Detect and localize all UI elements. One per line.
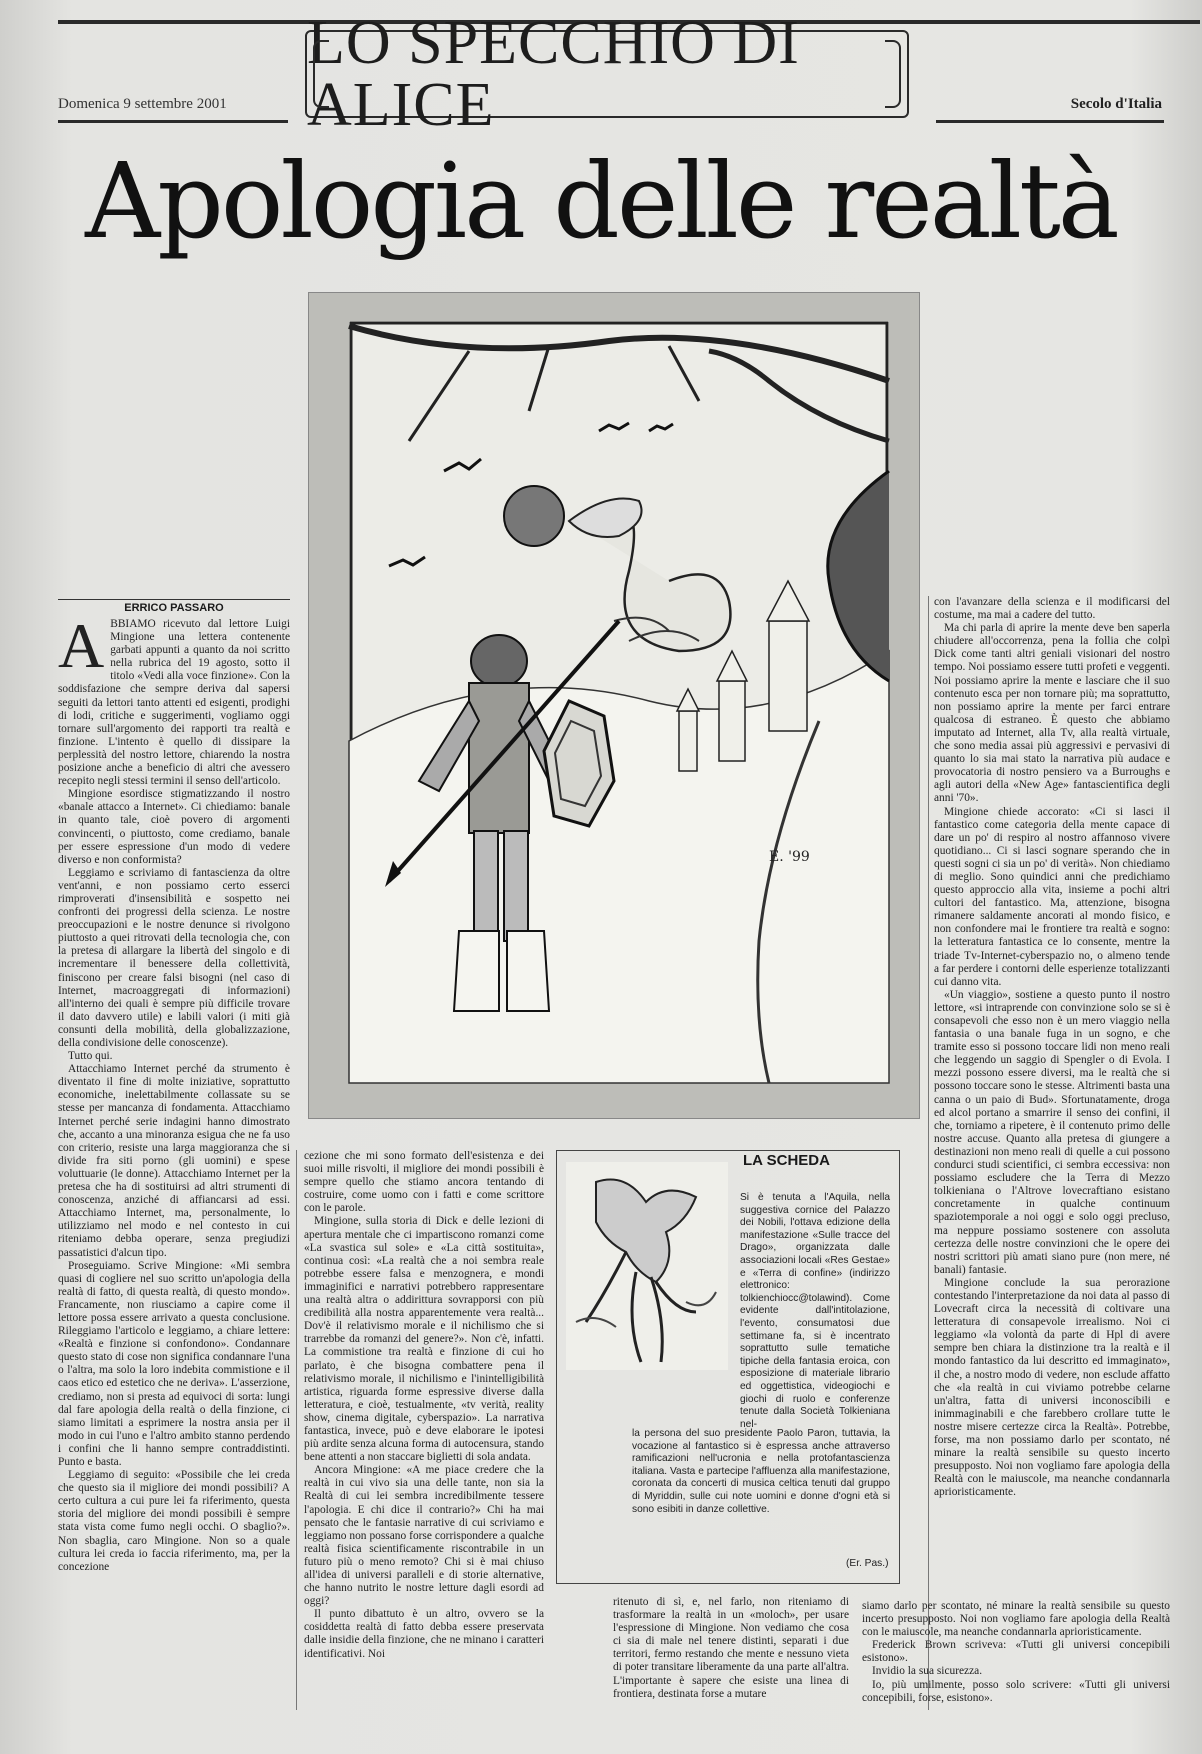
article-paragraph: con l'avanzare della scienza e il modificarsi del costume, ma mai a cadere del tutto. <box>934 596 1170 622</box>
article-paragraph: Leggiamo di seguito: «Possibile che lei creda che questo sia il migliore dei mondi possibili? A certo cultura a cui pure lei fa riferimento, questa storia del migliore dei mondi possibili è sempre stata vista come fumo negli occhi. O sbaglio?». Non sbaglia, caro Mingione. Non so a quale cultura lei creda io faccia riferimento, ma, per la concezione <box>58 1469 290 1573</box>
issue-date: Domenica 9 settembre 2001 <box>58 96 227 112</box>
article-paragraph: Leggiamo e scriviamo di fantascienza da oltre vent'anni, e non possiamo certo esserci rimproverati d'insensibilità e sospetto nei confronti dei progressi della scienza. Le nostre preoccupazioni e le nostre denunce si rivolgono piuttosto a quei ritrovati della tecnologia che, con la pretesa di allargare la libertà del singolo e di incrementare il benessere della collettività, finiscono per creare falsi bisogni (nel caso di Internet, macroaggregati di informazioni) all'interno dei quali è sempre più difficile trovare il dato davvero utile) e labili valori (i miti già consunti della mobilità, della globalizzazione, della condivisione delle conoscenze). <box>58 866 290 1049</box>
column-rule-3 <box>928 596 929 1710</box>
newspaper-name: Secolo d'Italia <box>1070 96 1162 112</box>
article-column-final <box>862 1600 1170 1710</box>
article-paragraph: Invidio la sua sicurezza. <box>872 1665 983 1678</box>
scheda-illustration <box>566 1162 728 1370</box>
header-rule-left <box>58 120 288 123</box>
scheda-signature: (Er. Pas.) <box>846 1558 889 1569</box>
article-paragraph: Mingione chiede accorato: «Ci si lasci il fantastico come categoria della mente capace di dare un po' di respiro al nostro affannoso vivere quotidiano... Ci si lasci sognare sperando che in questi sogni ci sia un po' di verità». Non chiediamo di meglio. Sono quindici anni che predichiamo questo approccio alla vita, insieme a pochi altri cultori del fantastico. Ma, attenzione, bisogna rimanere saldamente ancorati al mondo fisico, e non confondere mai le frontiere tra realtà e sogno: la letteratura fantastica ce lo consente, mentre la triade Tv-Internet-cyberspazio no, o almeno tende a far perdere i contorni delle esperienze totalizzanti cui danno vita. <box>934 805 1170 988</box>
article-paragraph: Il punto dibattuto è un altro, ovvero se la cosiddetta realtà di fatto debba essere preservata dalle insidie della finzione, che ne minano i caratteri identificativi. Noi <box>304 1608 544 1660</box>
article-paragraph: cezione che mi sono formato dell'esistenza e dei suoi mille risvolti, il migliore dei mondi possibili è sempre quello che stiamo ancora tentando di costruire, come uomo con i fatti e come scrittore con le parole. <box>304 1150 544 1215</box>
article-paragraph: ritenuto di sì, e, nel farlo, non riteniamo di trasformare la realtà in un «moloch», per usare l'espressione di Mingione. Non vediamo che cosa ci sia di male nel tenere distinti, separati i due territori, fermo restando che mente e nessuno vieta di poter transitare liberamente da una parte all'altra. L'importante è sapere che esiste una linea di frontiera, destinata forse a mutare <box>613 1596 849 1700</box>
column-rule-1 <box>296 1150 297 1710</box>
article-column-4 <box>934 596 1170 1596</box>
article-paragraph: Attacchiamo Internet perché da strumento è diventato il fine di molte iniziative, soprattutto economiche, inelettabilmente collassate su se stesse per mancanza di fondamenta. Attacchiamo Internet perché serie indagini hanno dimostrato che, accanto a una minoranza esigua che ne fa uso con criterio, resiste una larga maggioranza che si divide fra siti porno (gli uomini) e spese voluttuarie (le donne). Attacchiamo Internet per la pretesa che ha di sostituirsi ad altri strumenti di conoscenza, anziché di affiancarsi ad essi. Attacchiamo Internet, ma, personalmente, lo utilizziamo nel modo e nel contesto in cui riteniamo debba operare, senza pregiudizi passatistici d'alcun tipo. <box>58 1063 290 1259</box>
article-column-3 <box>613 1596 849 1710</box>
byline: ERRICO PASSARO <box>58 599 290 614</box>
article-paragraph: Ma chi parla di aprire la mente deve ben saperla chiudere all'occorrenza, pena la follia che colpì Dick come tanti altri geniali visionari del nostro tempo. Noi possiamo essere tutti profeti e veggenti. Noi possiamo aprire la mente e lasciare che il suo contenuto esca per non tornare più; ma soprattutto, non possiamo aprire la mente per farci entrare qualcosa di estraneo. È questo che abbiamo imputato ad Internet, alla Tv, alla realtà virtuale, che sono media assai più aggressivi e pervasivi di quanto lo sia mai stato la narrativa più audace e provocatoria di nostro pensiero va a Burroughs e agli autori della «New Age» fantascientifica degli anni '70». <box>934 622 1170 805</box>
article-paragraph: Ancora Mingione: «A me piace credere che la realtà in cui vivo sia una delle tante, non sia la Realtà di cui lei sembra incredibilmente tessere l'apologia. E chi dice il contrario?» Chi ha mai pensato che le fantasie narrative di cui scriviamo e leggiamo non possano forse corrispondere a qualche realtà fisica scientificamente riscontrabile in un futuro più o meno remoto? Chi si è mai chiuso all'idea di universi paralleli e di storie alternative, che hanno nutrito le nostre letture dagli esordi ad oggi? <box>304 1464 544 1608</box>
article-column-1 <box>58 610 290 1710</box>
masthead-title: LO SPECCHIO DI ALICE <box>307 9 800 139</box>
article-paragraph: Mingione, sulla storia di Dick e delle lezioni di apertura mentale che ci impartiscono romanzi come «La svastica sul sole» e «La città sostituita», continua così: «La realtà che a noi sembra reale potrebbe essere falsa e menzognera, e mondi immaginifici e narrativi potrebbero rappresentare una realtà altra o addirittura sovrapporsi con più credibilità alla nostra apparentemente vera realtà... Dov'è il relativismo morale e il nichilismo che si trarrebbe da romanzi del genere?». Non c'è, infatti. La commistione tra realtà e finzione di cui ho parlato, è che bisogna combattere pena il relativismo morale, il nichilismo e l'inintelligibilità artistica, riguarda forme espressive diverse dalla letteratura, e cioè, testualmente, «tv verità, reality show, cinema digitale, cyberspazio». La narrativa fantastica, invece, può e deve elaborare le ipotesi più ardite senza alcuna forma di autocensura, stando bene attenti a non staccare biglietti di sola andata. <box>304 1215 544 1464</box>
article-paragraph: ABBIAMO ricevuto dal lettore Luigi Mingione una lettera contenente garbati appunti a quanto da noi scritto nella rubrica del 19 agosto, sotto il titolo «Vedi alla voce finzione». Con la soddisfazione che sempre deriva dal sapersi seguiti da lettori tanto attenti ed esigenti, prodighi di lodi, critiche e suggerimenti, vogliamo oggi tornare sull'argomento dei rapporti tra realtà e finzione. L'intento è quello di dissipare la perplessità del nostro lettore, chiarendo la nostra posizione anche a beneficio di altri che avessero recepito negli stessi termini il senso dell'articolo. <box>58 610 290 788</box>
article-paragraph: Mingione conclude la sua perorazione contestando l'interpretazione da noi data al passo di Lovecraft circa la necessità di coltivare una letteratura di consapevole irrealismo. Noi ci leggiamo «la volontà da parte di Hpl di avere sempre ben chiara la distinzione tra la realtà e il mondo fantastico da lui descritto ed immaginato», il che, a nostro modo di vedere, non esclude affatto che «la realtà in cui viviamo potrebbe celarne un'altra, fatta di universi inconoscibili e inimmaginabili e che farebbero crollare tutte le nostre misere certezze circa la Realtà». Potrebbe, forse, ma non possiamo darlo per scontato, né minare la realtà sensibile su questo incerto presupposto. Noi non vogliamo fare apologia della Realtà con le maiuscole, ma neanche condannarla aprioristicamente. <box>934 1276 1170 1499</box>
drop-cap: A <box>58 610 105 681</box>
article-paragraph: Io, più umilmente, posso solo scrivere: «Tutti gli universi concepibili, forse, esistono». <box>862 1678 1170 1704</box>
scheda-title: LA SCHEDA <box>743 1152 830 1169</box>
illustration-signature: E. '99 <box>769 849 810 865</box>
masthead-frame <box>305 9 909 139</box>
article-paragraph: siamo darlo per scontato, né minare la realtà sensibile su questo incerto presupposto. Noi non vogliamo fare apologia della Realtà con le maiuscole, ma neanche condannarla aprioristicamente. <box>862 1600 1170 1639</box>
article-paragraph: Proseguiamo. Scrive Mingione: «Mi sembra quasi di cogliere nel suo scritto un'apologia della realtà di fatto, di questa realtà, di questo mondo». Francamente, non riusciamo a capire come il lettore possa essere arrivato a questa conclusione. Rileggiamo l'articolo e leggiamo, a chiare lettere: «Realtà e finzione si confondono». Condannare questo stato di cose non significa condannare l'una o l'altra, ma solo la loro indebita commistione e il caos etico ed estetico che ne deriva». L'asserzione, crediamo, non si presta ad equivoci di sorta: lungi dal fare apologia della realtà o della finzione, ci siamo limitati a esprimere la nostra ansia per il modo in cui l'uno e l'altro ambito stanno perdendo i confini che li hanno sempre contraddistinti. Punto e basta. <box>58 1259 290 1468</box>
article-column-2 <box>304 1150 544 1710</box>
article-paragraph: Tutto qui. <box>68 1050 113 1063</box>
illustration-frame <box>308 292 920 1119</box>
header-rule-right <box>936 120 1164 123</box>
scheda-text-side: Si è tenuta a l'Aquila, nella suggestiva cornice del Palazzo dei Nobili, l'ottava edizione della manifestazione «Sulle tracce del Drago», organizzata dalle associazioni locali «Res Gestae» e «Terra di confine» (indirizzo elettronico: tolkienchiocc@tolawind). Come evidente dall'intitolazione, l'evento, consumatosi due settimane fa, si è incentrato soprattutto sulle tematiche tipiche della fantasia eroica, con esposizione di materiale librario ed oggettistica, videogiochi e giochi di ruolo e conferenze tenute dalla Società Tolkieniana nel- <box>740 1192 890 1430</box>
knight-dragon-illustration <box>349 321 889 1083</box>
scheda-drawing <box>566 1162 728 1370</box>
illustration-drawing <box>349 321 889 1083</box>
headline: Apologia delle realtà <box>85 140 1117 262</box>
article-paragraph: Frederick Brown scriveva: «Tutti gli universi concepibili esistono». <box>862 1639 1170 1665</box>
scheda-text-full: la persona del suo presidente Paolo Paron, tuttavia, la vocazione al fantastico si è espressa anche attraverso ramificazioni nell'ucronia e nella protofantascienza italiana. Vasta e partecipe l'affluenza alla manifestazione, coronata da concerti di musica celtica tenuti dal gruppo di Myriddin, sulle cui note uomini e donne d'ogni età si sono esibiti in danze collettive. <box>632 1428 890 1515</box>
article-paragraph: Mingione esordisce stigmatizzando il nostro «banale attacco a Internet». Ci chiediamo: banale in quanto tale, cioè povero di argomenti convincenti, o piuttosto, come crediamo, banale per essere espressione d'un modo di vedere diverso e non conformista? <box>58 788 290 866</box>
article-paragraph: «Un viaggio», sostiene a questo punto il nostro lettore, «si intraprende con convinzione solo se si è consapevoli che esso non è un mero viaggio nella fantasia o una banale fuga in un sogno, e che tramite esso si possono toccare lidi non meno reali che leggendo un saggio di Spengler o di Evola. I mezzi possono essere diversi, ma le realtà che si possono toccare sono le stesse. Altrimenti basta una canna o un paio di Bud». Sfortunatamente, droga ed alcol portano a smarrire il senso dei confini, il che, torniamo a ripetere, è il contenuto primo delle nostre accuse. Quanto alla pretesa di giungere a destinazioni non meno reali di quelle a cui possono condurci studi scientifici, ci sembra eccessiva: non possiamo escludere che la Terra di Mezzo tolkieniana o l'Altrove lovecraftiano esistano concretamente in qualche continuum spaziotemporale a noi oggi e solo oggi precluso, ma neppure possiamo sostenere con assoluta certezza delle nostre convinzioni che le opere dei nostri scrittori più amati siano pure (non mere, né banali) fantasie. <box>934 988 1170 1276</box>
